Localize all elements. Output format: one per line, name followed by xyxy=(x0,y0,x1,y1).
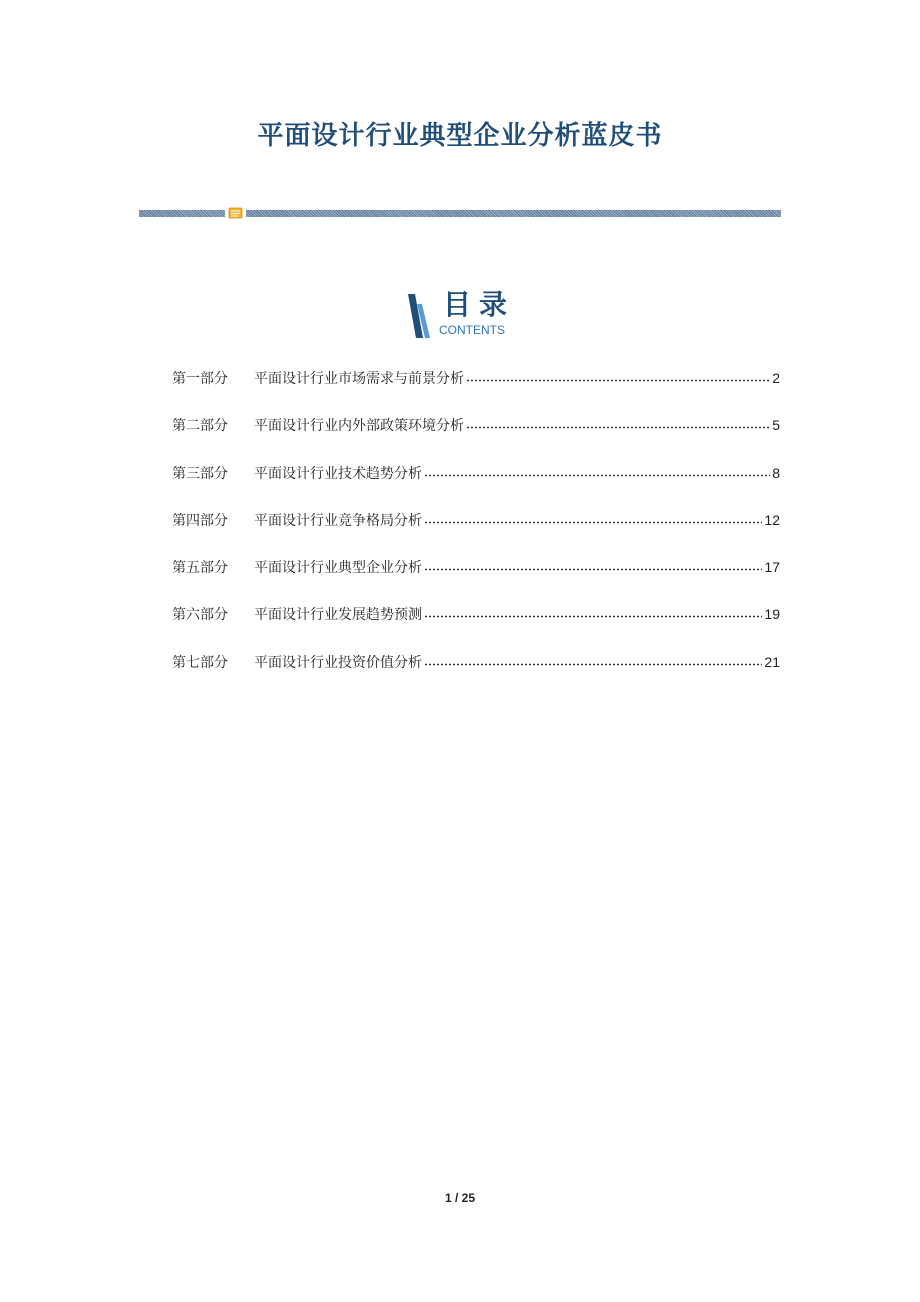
toc-item-part: 第七部分 xyxy=(172,654,228,671)
toc-item-page: 12 xyxy=(764,511,780,528)
toc-list xyxy=(172,366,780,697)
toc-item-part: 第六部分 xyxy=(172,607,228,624)
toc-item-part: 第四部分 xyxy=(172,512,228,529)
toc-dot-leader xyxy=(424,510,762,524)
book-icon xyxy=(228,207,243,219)
toc-item[interactable] xyxy=(172,602,780,626)
toc-item[interactable] xyxy=(172,413,780,437)
toc-item-title: 平面设计行业典型企业分析 xyxy=(254,560,422,577)
toc-item-part: 第三部分 xyxy=(172,465,228,482)
toc-item-title: 平面设计行业发展趋势预测 xyxy=(254,607,422,624)
toc-item-page: 5 xyxy=(772,417,780,434)
divider-bar-left xyxy=(139,210,225,217)
toc-item[interactable] xyxy=(172,555,780,579)
toc-dot-leader xyxy=(466,415,770,429)
toc-item-title: 平面设计行业技术趋势分析 xyxy=(254,465,422,482)
toc-dot-leader xyxy=(466,368,770,382)
document-title: 平面设计行业典型企业分析蓝皮书 xyxy=(257,121,663,151)
toc-header xyxy=(405,288,525,340)
toc-item-page: 2 xyxy=(772,370,780,386)
toc-item-page: 17 xyxy=(764,559,780,576)
toc-item-page: 8 xyxy=(772,464,780,481)
toc-item-part: 第二部分 xyxy=(172,418,228,435)
toc-subtitle: CONTENTS xyxy=(439,323,505,337)
toc-item-title: 平面设计行业市场需求与前景分析 xyxy=(254,371,464,387)
title-divider xyxy=(139,209,781,218)
toc-item[interactable] xyxy=(172,650,780,674)
toc-item-page: 21 xyxy=(764,653,780,670)
toc-logo-icon xyxy=(405,294,431,338)
toc-item-title: 平面设计行业内外部政策环境分析 xyxy=(254,418,464,435)
toc-dot-leader xyxy=(424,652,762,666)
toc-item-page: 19 xyxy=(764,606,780,623)
toc-item[interactable] xyxy=(172,366,780,390)
toc-dot-leader xyxy=(424,557,762,571)
toc-dot-leader xyxy=(424,604,762,618)
toc-item-part: 第一部分 xyxy=(172,371,228,387)
toc-dot-leader xyxy=(424,463,770,477)
toc-item[interactable] xyxy=(172,461,780,485)
toc-item-title: 平面设计行业投资价值分析 xyxy=(254,654,422,671)
toc-title: 目录 xyxy=(443,288,516,321)
toc-item-title: 平面设计行业竞争格局分析 xyxy=(254,512,422,529)
toc-item[interactable] xyxy=(172,508,780,532)
toc-item-part: 第五部分 xyxy=(172,560,228,577)
page-number: 1 / 25 xyxy=(444,1191,476,1205)
divider-bar-right xyxy=(246,210,781,217)
